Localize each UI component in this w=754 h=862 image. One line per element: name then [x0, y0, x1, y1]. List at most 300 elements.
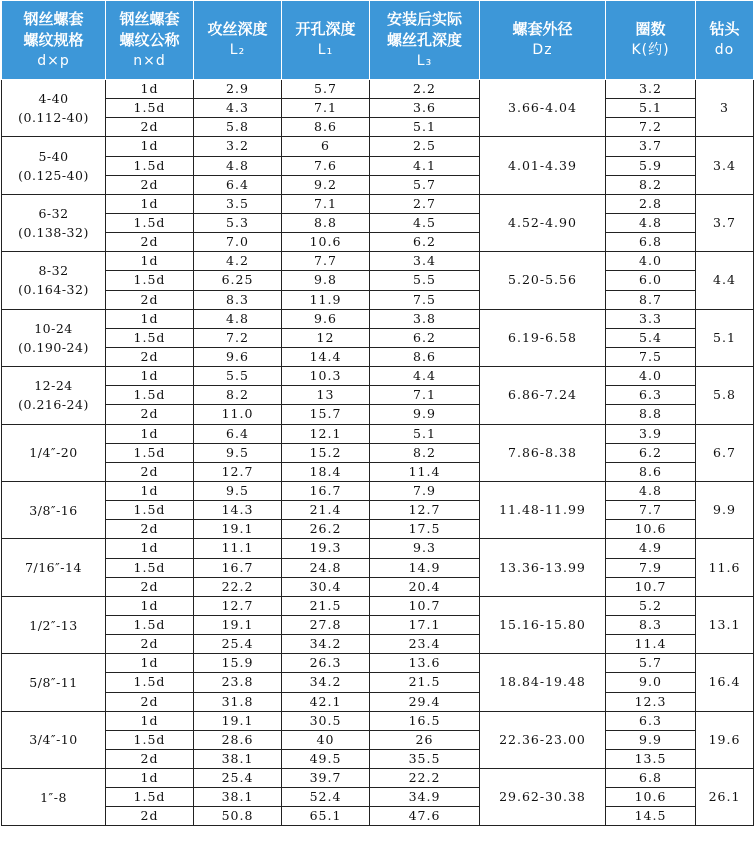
drill-bit-cell: 4.4: [696, 252, 754, 309]
drill-depth-cell: 21.4: [282, 501, 370, 520]
header-drill-bit: [696, 1, 754, 80]
coil-count-cell: 12.3: [606, 692, 696, 711]
header-line: 钢丝螺套: [119, 9, 180, 28]
thread-spec-label: 8-32: [38, 263, 69, 279]
coil-count-cell: 5.2: [606, 596, 696, 615]
nominal-cell: 2d: [106, 175, 194, 194]
table-row: [2, 443, 754, 462]
tap-depth-cell: 25.4: [194, 769, 282, 788]
tap-depth-cell: 6.4: [194, 424, 282, 443]
tap-depth-cell: 8.3: [194, 290, 282, 309]
installed-depth-cell: 5.1: [370, 118, 480, 137]
installed-depth-cell: 7.5: [370, 290, 480, 309]
table-row: [2, 424, 754, 443]
installed-depth-cell: 4.4: [370, 367, 480, 386]
table-row: [2, 252, 754, 271]
tap-depth-cell: 6.4: [194, 175, 282, 194]
installed-depth-cell: 2.7: [370, 194, 480, 213]
thread-spec-inch-label: (0.164-32): [18, 282, 89, 298]
installed-depth-cell: 9.9: [370, 405, 480, 424]
installed-depth-cell: 12.7: [370, 501, 480, 520]
drill-depth-cell: 26.3: [282, 654, 370, 673]
coil-count-cell: 14.5: [606, 807, 696, 826]
installed-depth-cell: 9.3: [370, 539, 480, 558]
installed-depth-cell: 23.4: [370, 635, 480, 654]
thread-spec-label: 6-32: [38, 206, 69, 222]
thread-spec-cell: [2, 481, 106, 538]
coil-count-cell: 6.2: [606, 443, 696, 462]
nominal-cell: 1d: [106, 424, 194, 443]
installed-depth-cell: 16.5: [370, 711, 480, 730]
coil-count-cell: 8.6: [606, 462, 696, 481]
drill-depth-cell: 18.4: [282, 462, 370, 481]
nominal-cell: 1d: [106, 769, 194, 788]
header-symbol: n×d: [133, 52, 166, 69]
installed-depth-cell: 17.1: [370, 615, 480, 634]
nominal-cell: 2d: [106, 520, 194, 539]
nominal-cell: 1.5d: [106, 328, 194, 347]
header-line: 钢丝螺套: [23, 9, 84, 28]
drill-depth-cell: 40: [282, 730, 370, 749]
installed-depth-cell: 47.6: [370, 807, 480, 826]
header-symbol: L₂: [229, 42, 246, 58]
table-row: [2, 501, 754, 520]
drill-depth-cell: 7.7: [282, 252, 370, 271]
nominal-cell: 2d: [106, 807, 194, 826]
nominal-cell: 1.5d: [106, 156, 194, 175]
nominal-cell: 2d: [106, 347, 194, 366]
installed-depth-cell: 3.8: [370, 309, 480, 328]
tap-depth-cell: 3.5: [194, 194, 282, 213]
table-row: [2, 137, 754, 156]
drill-depth-cell: 12: [282, 328, 370, 347]
table-row: [2, 213, 754, 232]
coil-count-cell: 3.2: [606, 80, 696, 99]
table-row: [2, 577, 754, 596]
tap-depth-cell: 31.8: [194, 692, 282, 711]
outer-diameter-cell: 18.84-19.48: [480, 654, 606, 711]
drill-bit-cell: 3: [696, 80, 754, 137]
drill-depth-cell: 10.3: [282, 367, 370, 386]
coil-count-cell: 5.7: [606, 654, 696, 673]
drill-depth-cell: 15.7: [282, 405, 370, 424]
installed-depth-cell: 21.5: [370, 673, 480, 692]
nominal-cell: 2d: [106, 233, 194, 252]
drill-depth-cell: 7.6: [282, 156, 370, 175]
coil-count-cell: 6.8: [606, 769, 696, 788]
nominal-cell: 1d: [106, 194, 194, 213]
thread-spec-cell: [2, 137, 106, 194]
installed-depth-cell: 7.9: [370, 481, 480, 500]
drill-depth-cell: 13: [282, 386, 370, 405]
installed-depth-cell: 5.5: [370, 271, 480, 290]
drill-depth-cell: 27.8: [282, 615, 370, 634]
nominal-cell: 1d: [106, 309, 194, 328]
header-symbol: Dz: [532, 42, 553, 58]
thread-spec-cell: [2, 654, 106, 711]
table-row: [2, 405, 754, 424]
nominal-cell: 1.5d: [106, 673, 194, 692]
nominal-cell: 2d: [106, 290, 194, 309]
coil-count-cell: 8.8: [606, 405, 696, 424]
table-row: [2, 749, 754, 768]
table-row: [2, 462, 754, 481]
header-coil-count: [606, 1, 696, 80]
coil-count-cell: 7.9: [606, 558, 696, 577]
thread-spec-cell: [2, 711, 106, 768]
outer-diameter-cell: 5.20-5.56: [480, 252, 606, 309]
tap-depth-cell: 19.1: [194, 711, 282, 730]
installed-depth-cell: 3.4: [370, 252, 480, 271]
tap-depth-cell: 11.1: [194, 539, 282, 558]
nominal-cell: 2d: [106, 118, 194, 137]
coil-count-cell: 10.6: [606, 788, 696, 807]
tap-depth-cell: 7.2: [194, 328, 282, 347]
thread-spec-cell: [2, 252, 106, 309]
thread-spec-cell: [2, 309, 106, 366]
tap-depth-cell: 14.3: [194, 501, 282, 520]
coil-count-cell: 4.9: [606, 539, 696, 558]
drill-depth-cell: 7.1: [282, 99, 370, 118]
drill-depth-cell: 5.7: [282, 80, 370, 99]
drill-depth-cell: 9.2: [282, 175, 370, 194]
installed-depth-cell: 5.1: [370, 424, 480, 443]
tap-depth-cell: 12.7: [194, 596, 282, 615]
drill-depth-cell: 24.8: [282, 558, 370, 577]
outer-diameter-cell: 6.19-6.58: [480, 309, 606, 366]
table-row: [2, 615, 754, 634]
thread-spec-inch-label: (0.216-24): [18, 397, 89, 413]
installed-depth-cell: 35.5: [370, 749, 480, 768]
installed-depth-cell: 5.7: [370, 175, 480, 194]
installed-depth-cell: 2.5: [370, 137, 480, 156]
thread-insert-spec-table: [1, 0, 754, 826]
header-symbol: do: [714, 42, 735, 58]
header-line: 螺套外径: [512, 20, 573, 38]
outer-diameter-cell: 29.62-30.38: [480, 769, 606, 826]
drill-depth-cell: 7.1: [282, 194, 370, 213]
nominal-cell: 1d: [106, 80, 194, 99]
tap-depth-cell: 16.7: [194, 558, 282, 577]
drill-bit-cell: 3.7: [696, 194, 754, 251]
outer-diameter-cell: 6.86-7.24: [480, 367, 606, 424]
coil-count-cell: 9.0: [606, 673, 696, 692]
installed-depth-cell: 6.2: [370, 233, 480, 252]
table-row: [2, 481, 754, 500]
drill-bit-cell: 16.4: [696, 654, 754, 711]
drill-depth-cell: 9.6: [282, 309, 370, 328]
drill-bit-cell: 3.4: [696, 137, 754, 194]
table-row: [2, 635, 754, 654]
installed-depth-cell: 11.4: [370, 462, 480, 481]
nominal-cell: 1.5d: [106, 788, 194, 807]
header-line: 螺纹公称: [119, 30, 180, 49]
table-row: [2, 807, 754, 826]
header-symbol: L₁: [317, 42, 334, 58]
outer-diameter-cell: 3.66-4.04: [480, 80, 606, 137]
drill-depth-cell: 10.6: [282, 233, 370, 252]
nominal-cell: 2d: [106, 405, 194, 424]
table-row: [2, 386, 754, 405]
thread-spec-label: 4-40: [38, 91, 69, 107]
installed-depth-cell: 10.7: [370, 596, 480, 615]
drill-depth-cell: 42.1: [282, 692, 370, 711]
drill-depth-cell: 26.2: [282, 520, 370, 539]
nominal-cell: 1.5d: [106, 386, 194, 405]
coil-count-cell: 6.3: [606, 386, 696, 405]
drill-depth-cell: 12.1: [282, 424, 370, 443]
drill-bit-cell: 19.6: [696, 711, 754, 768]
tap-depth-cell: 19.1: [194, 615, 282, 634]
nominal-cell: 1d: [106, 539, 194, 558]
table-row: [2, 80, 754, 99]
installed-depth-cell: 3.6: [370, 99, 480, 118]
header-line: 螺丝孔深度: [386, 30, 462, 49]
table-row: [2, 769, 754, 788]
thread-spec-label: 1/4″-20: [29, 445, 78, 461]
drill-depth-cell: 11.9: [282, 290, 370, 309]
drill-depth-cell: 6: [282, 137, 370, 156]
coil-count-cell: 13.5: [606, 749, 696, 768]
table-row: [2, 788, 754, 807]
installed-depth-cell: 29.4: [370, 692, 480, 711]
nominal-cell: 2d: [106, 635, 194, 654]
drill-bit-cell: 13.1: [696, 596, 754, 653]
thread-spec-cell: [2, 596, 106, 653]
coil-count-cell: 10.6: [606, 520, 696, 539]
outer-diameter-cell: 15.16-15.80: [480, 596, 606, 653]
thread-spec-inch-label: (0.138-32): [18, 225, 89, 241]
thread-spec-label: 12-24: [34, 378, 73, 394]
installed-depth-cell: 14.9: [370, 558, 480, 577]
coil-count-cell: 3.9: [606, 424, 696, 443]
coil-count-cell: 8.2: [606, 175, 696, 194]
table-row: [2, 539, 754, 558]
table-row: [2, 99, 754, 118]
coil-count-cell: 6.3: [606, 711, 696, 730]
header-installed-depth: [370, 1, 480, 80]
table-row: [2, 520, 754, 539]
tap-depth-cell: 50.8: [194, 807, 282, 826]
thread-spec-cell: [2, 367, 106, 424]
nominal-cell: 1d: [106, 481, 194, 500]
coil-count-cell: 4.0: [606, 367, 696, 386]
outer-diameter-cell: 22.36-23.00: [480, 711, 606, 768]
installed-depth-cell: 4.5: [370, 213, 480, 232]
drill-depth-cell: 34.2: [282, 673, 370, 692]
table-row: [2, 673, 754, 692]
drill-depth-cell: 30.5: [282, 711, 370, 730]
outer-diameter-cell: 11.48-11.99: [480, 481, 606, 538]
thread-spec-label: 3/4″-10: [29, 732, 78, 748]
tap-depth-cell: 8.2: [194, 386, 282, 405]
tap-depth-cell: 2.9: [194, 80, 282, 99]
nominal-cell: 2d: [106, 577, 194, 596]
drill-bit-cell: 6.7: [696, 424, 754, 481]
tap-depth-cell: 15.9: [194, 654, 282, 673]
outer-diameter-cell: 4.01-4.39: [480, 137, 606, 194]
table-row: [2, 347, 754, 366]
installed-depth-cell: 6.2: [370, 328, 480, 347]
drill-depth-cell: 65.1: [282, 807, 370, 826]
tap-depth-cell: 4.8: [194, 309, 282, 328]
installed-depth-cell: 4.1: [370, 156, 480, 175]
header-line: 攻丝深度: [207, 20, 268, 38]
table-row: [2, 367, 754, 386]
table-row: [2, 730, 754, 749]
coil-count-cell: 10.7: [606, 577, 696, 596]
nominal-cell: 1.5d: [106, 443, 194, 462]
coil-count-cell: 5.4: [606, 328, 696, 347]
thread-spec-inch-label: (0.112-40): [18, 110, 89, 126]
coil-count-cell: 7.2: [606, 118, 696, 137]
installed-depth-cell: 2.2: [370, 80, 480, 99]
nominal-cell: 1.5d: [106, 730, 194, 749]
tap-depth-cell: 3.2: [194, 137, 282, 156]
thread-spec-label: 5-40: [38, 148, 69, 164]
header-line: 安装后实际: [386, 9, 462, 28]
nominal-cell: 1.5d: [106, 99, 194, 118]
coil-count-cell: 4.0: [606, 252, 696, 271]
drill-depth-cell: 16.7: [282, 481, 370, 500]
thread-spec-label: 5/8″-11: [29, 674, 78, 690]
coil-count-cell: 4.8: [606, 481, 696, 500]
nominal-cell: 1.5d: [106, 501, 194, 520]
tap-depth-cell: 19.1: [194, 520, 282, 539]
thread-spec-cell: [2, 80, 106, 137]
thread-spec-label: 1″-8: [40, 789, 67, 805]
thread-spec-inch-label: (0.190-24): [18, 339, 89, 355]
drill-depth-cell: 30.4: [282, 577, 370, 596]
table-body: [2, 80, 754, 826]
nominal-cell: 1d: [106, 596, 194, 615]
table-row: [2, 558, 754, 577]
coil-count-cell: 7.7: [606, 501, 696, 520]
coil-count-cell: 2.8: [606, 194, 696, 213]
nominal-cell: 1.5d: [106, 615, 194, 634]
tap-depth-cell: 28.6: [194, 730, 282, 749]
outer-diameter-cell: 13.36-13.99: [480, 539, 606, 596]
drill-depth-cell: 39.7: [282, 769, 370, 788]
drill-bit-cell: 5.1: [696, 309, 754, 366]
nominal-cell: 2d: [106, 749, 194, 768]
coil-count-cell: 3.7: [606, 137, 696, 156]
header-symbol: K(约): [631, 42, 670, 58]
header-symbol: d×p: [37, 52, 70, 69]
coil-count-cell: 6.8: [606, 233, 696, 252]
table-row: [2, 654, 754, 673]
header-thread-spec: [2, 1, 106, 80]
installed-depth-cell: 13.6: [370, 654, 480, 673]
nominal-cell: 1d: [106, 252, 194, 271]
thread-spec-inch-label: (0.125-40): [18, 167, 89, 183]
tap-depth-cell: 38.1: [194, 788, 282, 807]
tap-depth-cell: 4.2: [194, 252, 282, 271]
nominal-cell: 2d: [106, 462, 194, 481]
thread-spec-cell: [2, 424, 106, 481]
drill-depth-cell: 21.5: [282, 596, 370, 615]
header-symbol: L₃: [416, 52, 433, 69]
header-outer-diameter: [480, 1, 606, 80]
table-row: [2, 233, 754, 252]
nominal-cell: 2d: [106, 692, 194, 711]
drill-bit-cell: 5.8: [696, 367, 754, 424]
thread-spec-cell: [2, 194, 106, 251]
header-drill-depth: [282, 1, 370, 80]
drill-bit-cell: 26.1: [696, 769, 754, 826]
tap-depth-cell: 25.4: [194, 635, 282, 654]
header-line: 开孔深度: [295, 20, 356, 38]
drill-depth-cell: 9.8: [282, 271, 370, 290]
thread-spec-label: 3/8″-16: [29, 502, 78, 518]
thread-spec-cell: [2, 539, 106, 596]
header-row: [2, 1, 754, 80]
coil-count-cell: 4.8: [606, 213, 696, 232]
drill-depth-cell: 15.2: [282, 443, 370, 462]
thread-spec-label: 7/16″-14: [25, 560, 82, 576]
installed-depth-cell: 34.9: [370, 788, 480, 807]
tap-depth-cell: 38.1: [194, 749, 282, 768]
tap-depth-cell: 5.5: [194, 367, 282, 386]
table-row: [2, 194, 754, 213]
drill-depth-cell: 52.4: [282, 788, 370, 807]
header-tap-depth: [194, 1, 282, 80]
tap-depth-cell: 4.8: [194, 156, 282, 175]
coil-count-cell: 3.3: [606, 309, 696, 328]
drill-depth-cell: 19.3: [282, 539, 370, 558]
drill-depth-cell: 8.8: [282, 213, 370, 232]
table-row: [2, 290, 754, 309]
table-row: [2, 271, 754, 290]
header-nominal: [106, 1, 194, 80]
drill-depth-cell: 34.2: [282, 635, 370, 654]
installed-depth-cell: 17.5: [370, 520, 480, 539]
table-row: [2, 156, 754, 175]
drill-bit-cell: 9.9: [696, 481, 754, 538]
table-row: [2, 118, 754, 137]
tap-depth-cell: 4.3: [194, 99, 282, 118]
table-row: [2, 692, 754, 711]
coil-count-cell: 7.5: [606, 347, 696, 366]
installed-depth-cell: 7.1: [370, 386, 480, 405]
coil-count-cell: 5.1: [606, 99, 696, 118]
tap-depth-cell: 12.7: [194, 462, 282, 481]
outer-diameter-cell: 7.86-8.38: [480, 424, 606, 481]
nominal-cell: 1d: [106, 654, 194, 673]
coil-count-cell: 11.4: [606, 635, 696, 654]
coil-count-cell: 9.9: [606, 730, 696, 749]
header-line: 螺纹规格: [23, 30, 84, 49]
installed-depth-cell: 26: [370, 730, 480, 749]
tap-depth-cell: 9.5: [194, 443, 282, 462]
thread-spec-label: 1/2″-13: [29, 617, 78, 633]
drill-depth-cell: 14.4: [282, 347, 370, 366]
installed-depth-cell: 8.2: [370, 443, 480, 462]
table-row: [2, 328, 754, 347]
installed-depth-cell: 8.6: [370, 347, 480, 366]
table-row: [2, 596, 754, 615]
nominal-cell: 1d: [106, 367, 194, 386]
tap-depth-cell: 23.8: [194, 673, 282, 692]
coil-count-cell: 8.3: [606, 615, 696, 634]
tap-depth-cell: 11.0: [194, 405, 282, 424]
thread-spec-cell: [2, 769, 106, 826]
drill-bit-cell: 11.6: [696, 539, 754, 596]
installed-depth-cell: 22.2: [370, 769, 480, 788]
outer-diameter-cell: 4.52-4.90: [480, 194, 606, 251]
drill-depth-cell: 49.5: [282, 749, 370, 768]
coil-count-cell: 8.7: [606, 290, 696, 309]
